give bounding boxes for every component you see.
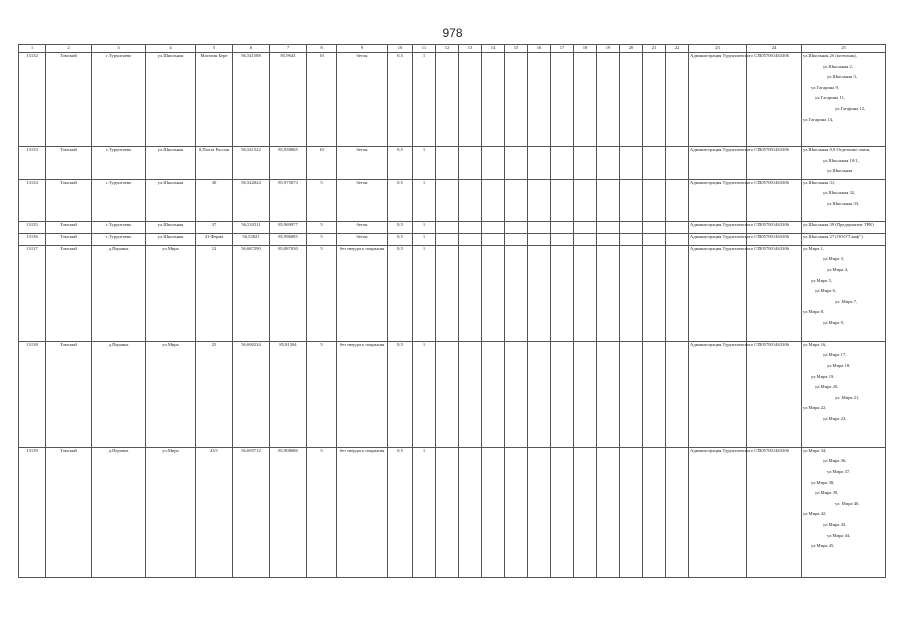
cell-empty xyxy=(482,447,505,577)
cell-ogrn: 1057001463306 xyxy=(747,221,802,233)
cell-house: 41 Ферма xyxy=(196,233,233,245)
cell-street: ул.Школьная xyxy=(146,233,196,245)
cell-empty xyxy=(459,233,482,245)
cell-addresses xyxy=(802,245,886,341)
cell-empty xyxy=(436,53,459,147)
cell-lat: 56,541588 xyxy=(233,53,270,147)
address-line: ул.Школьная 10/1, xyxy=(823,157,859,163)
cell-empty xyxy=(505,147,528,180)
column-header: 7 xyxy=(270,45,307,53)
cell-cap: 5 xyxy=(307,179,337,221)
cell-vol: 0,5 xyxy=(388,221,413,233)
column-header: 1 xyxy=(19,45,46,53)
cell-empty xyxy=(436,179,459,221)
cell-empty xyxy=(643,179,666,221)
cell-surface: бетон xyxy=(337,221,388,233)
cell-empty xyxy=(666,341,689,447)
cell-count: 1 xyxy=(413,245,436,341)
column-header: 6 xyxy=(233,45,270,53)
cell-empty xyxy=(597,179,620,221)
cell-vol: 0,5 xyxy=(388,341,413,447)
cell-empty xyxy=(551,53,574,147)
cell-empty xyxy=(666,179,689,221)
address-line: ул.Мира 45, xyxy=(811,543,835,549)
address-line: ул.Мира 42, xyxy=(803,511,827,517)
table-row xyxy=(19,179,886,221)
cell-district: Томский xyxy=(46,245,92,341)
cell-district: Томский xyxy=(46,447,92,577)
cell-house: 43/1 xyxy=(196,447,233,577)
cell-empty xyxy=(528,147,551,180)
address-line: ул.Мира 3, xyxy=(823,256,845,262)
cell-settlement: с.Турунтаево xyxy=(92,53,146,147)
address-line: ул.Мира 17, xyxy=(823,352,847,358)
cell-empty xyxy=(597,53,620,147)
cell-street: ул.Мира xyxy=(146,447,196,577)
column-header: 14 xyxy=(482,45,505,53)
cell-house: Магазин Бере xyxy=(196,53,233,147)
column-header: 10 xyxy=(388,45,413,53)
table-row xyxy=(19,447,886,577)
cell-empty xyxy=(574,341,597,447)
address-line: ул.Школьная 3, xyxy=(827,74,857,80)
column-header: 16 xyxy=(528,45,551,53)
cell-district: Томский xyxy=(46,147,92,180)
cell-owner: Администрация Турунтаевского СП xyxy=(689,245,747,341)
address-line: ул.Мира 22, xyxy=(803,405,827,411)
address-line: ул.Мира 38, xyxy=(811,479,835,485)
cell-empty xyxy=(436,245,459,341)
cell-empty xyxy=(436,447,459,577)
cell-vol: 0,5 xyxy=(388,53,413,147)
cell-empty xyxy=(505,221,528,233)
cell-cap: 5 xyxy=(307,245,337,341)
cell-addresses xyxy=(802,147,886,180)
cell-count: 1 xyxy=(413,147,436,180)
cell-empty xyxy=(482,221,505,233)
cell-lon: 85,996085 xyxy=(270,233,307,245)
cell-lon: 85,9643 xyxy=(270,53,307,147)
cell-empty xyxy=(528,341,551,447)
cell-empty xyxy=(643,341,666,447)
address-line: ул.Школьная xyxy=(827,168,853,174)
column-header: 25 xyxy=(802,45,886,53)
cell-empty xyxy=(528,245,551,341)
cell-empty xyxy=(574,233,597,245)
cell-addresses xyxy=(802,447,886,577)
column-header: 18 xyxy=(574,45,597,53)
column-header: 5 xyxy=(196,45,233,53)
table-row xyxy=(19,245,886,341)
cell-surface: бетон xyxy=(337,233,388,245)
address-line: ул.Школьная 27 (ООО"Скиф") xyxy=(803,233,863,239)
address-line: ул.Мира 8, xyxy=(803,309,825,315)
cell-empty xyxy=(666,245,689,341)
cell-lon: 85,887030 xyxy=(270,245,307,341)
cell-empty xyxy=(459,147,482,180)
cell-empty xyxy=(597,233,620,245)
address-line: ул.Мира 37, xyxy=(827,468,851,474)
table-row xyxy=(19,221,886,233)
address-line: ул.Мира 43, xyxy=(823,521,847,527)
address-line: ул.Школьная 2, xyxy=(823,63,853,69)
address-line: ул.Мира 19, xyxy=(811,373,835,379)
column-header: 13 xyxy=(459,45,482,53)
column-header: 4 xyxy=(146,45,196,53)
cell-lat: 56,53821 xyxy=(233,233,270,245)
cell-owner: Администрация Турунтаевского СП xyxy=(689,179,747,221)
header-row xyxy=(19,45,886,53)
cell-cap: 5 xyxy=(307,221,337,233)
cell-settlement: д.Перовка xyxy=(92,245,146,341)
cell-street: ул.Мира xyxy=(146,341,196,447)
cell-settlement: с.Турунтаево xyxy=(92,233,146,245)
cell-id: 13137 xyxy=(19,245,46,341)
cell-id: 13133 xyxy=(19,147,46,180)
cell-empty xyxy=(551,221,574,233)
registry-table xyxy=(18,44,886,578)
address-line: ул.Мира 39, xyxy=(815,490,839,496)
cell-empty xyxy=(551,447,574,577)
cell-empty xyxy=(528,447,551,577)
cell-cap: 5 xyxy=(307,233,337,245)
cell-addresses xyxy=(802,341,886,447)
cell-empty xyxy=(620,53,643,147)
cell-empty xyxy=(551,179,574,221)
cell-surface: без твердого покрытия xyxy=(337,447,388,577)
column-header: 11 xyxy=(413,45,436,53)
address-line: ул.Гагарина 11, xyxy=(815,95,846,101)
column-header: 17 xyxy=(551,45,574,53)
cell-id: 13134 xyxy=(19,179,46,221)
cell-empty xyxy=(551,341,574,447)
cell-empty xyxy=(643,53,666,147)
cell-empty xyxy=(666,53,689,147)
cell-empty xyxy=(482,147,505,180)
cell-empty xyxy=(574,447,597,577)
cell-empty xyxy=(666,147,689,180)
cell-empty xyxy=(505,53,528,147)
address-line: ул.Школьная 33, xyxy=(827,200,860,206)
cell-lon: 85,958065 xyxy=(270,147,307,180)
cell-empty xyxy=(528,221,551,233)
cell-ogrn: 1057001463306 xyxy=(747,147,802,180)
cell-id: 13132 xyxy=(19,53,46,147)
cell-house: 12 xyxy=(196,245,233,341)
column-header: 15 xyxy=(505,45,528,53)
address-line: ул.Школьная 39 (Предприятие ТРК) xyxy=(803,221,874,227)
cell-empty xyxy=(482,179,505,221)
cell-owner: Администрация Турунтаевского СП xyxy=(689,233,747,245)
address-line: ул.Школьная 32, xyxy=(823,190,856,196)
cell-district: Томский xyxy=(46,233,92,245)
cell-empty xyxy=(459,53,482,147)
address-line: ул.Школьная 2б (котельня), xyxy=(803,53,857,58)
cell-lat: 56,690234 xyxy=(233,341,270,447)
cell-house: 37 xyxy=(196,221,233,233)
cell-id: 13135 xyxy=(19,221,46,233)
cell-empty xyxy=(551,245,574,341)
cell-empty xyxy=(528,53,551,147)
cell-settlement: д.Перовка xyxy=(92,341,146,447)
cell-empty xyxy=(574,245,597,341)
cell-empty xyxy=(620,341,643,447)
cell-empty xyxy=(620,147,643,180)
cell-count: 1 xyxy=(413,447,436,577)
cell-lat: 56,533511 xyxy=(233,221,270,233)
column-header: 2 xyxy=(46,45,92,53)
cell-vol: 0,5 xyxy=(388,233,413,245)
address-line: ул. Мира 21, xyxy=(835,394,860,400)
cell-empty xyxy=(551,233,574,245)
address-line: ул.Мира 18, xyxy=(827,362,851,368)
cell-empty xyxy=(666,447,689,577)
table-row xyxy=(19,147,886,180)
cell-house: 8,Почта Россия xyxy=(196,147,233,180)
cell-id: 13136 xyxy=(19,233,46,245)
cell-empty xyxy=(620,221,643,233)
cell-id: 13139 xyxy=(19,447,46,577)
address-line: ул.Школьная 8,9 Отделение связи, xyxy=(803,147,871,152)
address-line: ул.Мира 44, xyxy=(827,532,851,538)
column-header: 3 xyxy=(92,45,146,53)
cell-settlement: с.Турунтаево xyxy=(92,221,146,233)
cell-ogrn: 1057001463306 xyxy=(747,447,802,577)
cell-id: 13138 xyxy=(19,341,46,447)
cell-lon: 85,975073 xyxy=(270,179,307,221)
cell-empty xyxy=(574,221,597,233)
cell-ogrn: 1057001463306 xyxy=(747,53,802,147)
cell-empty xyxy=(597,245,620,341)
table-row xyxy=(19,233,886,245)
column-header: 20 xyxy=(620,45,643,53)
cell-lon: 85,81394 xyxy=(270,341,307,447)
cell-empty xyxy=(482,53,505,147)
cell-empty xyxy=(620,447,643,577)
address-line: ул.Гагарина 12, xyxy=(835,105,866,111)
cell-owner: Администрация Турунтаевского СП xyxy=(689,341,747,447)
address-line: ул.Мира 9, xyxy=(823,319,845,325)
cell-cap: 5 xyxy=(307,447,337,577)
cell-settlement: с.Турунтаево xyxy=(92,179,146,221)
cell-cap: 10 xyxy=(307,147,337,180)
cell-empty xyxy=(597,447,620,577)
address-line: ул.Гагарина 9, xyxy=(811,84,839,90)
cell-empty xyxy=(459,341,482,447)
column-header: 8 xyxy=(307,45,337,53)
cell-empty xyxy=(574,147,597,180)
address-line: ул.Мира 6, xyxy=(815,288,837,294)
cell-addresses xyxy=(802,179,886,221)
cell-empty xyxy=(597,341,620,447)
address-line: ул.Мира 16, xyxy=(803,341,827,347)
address-line: ул.Школьная 31, xyxy=(803,179,836,185)
cell-ogrn: 1057001463306 xyxy=(747,233,802,245)
column-header: 12 xyxy=(436,45,459,53)
cell-empty xyxy=(505,179,528,221)
cell-empty xyxy=(551,147,574,180)
cell-empty xyxy=(574,53,597,147)
cell-district: Томский xyxy=(46,341,92,447)
cell-vol: 0,5 xyxy=(388,245,413,341)
address-line: ул.Мира 20, xyxy=(815,384,839,390)
cell-count: 1 xyxy=(413,233,436,245)
cell-empty xyxy=(436,341,459,447)
column-header: 21 xyxy=(643,45,666,53)
cell-lon: 85,969977 xyxy=(270,221,307,233)
address-line: ул.Мира 36, xyxy=(823,458,847,464)
cell-street: ул.Школьная xyxy=(146,179,196,221)
cell-empty xyxy=(459,221,482,233)
cell-ogrn: 1057001463306 xyxy=(747,341,802,447)
cell-empty xyxy=(436,147,459,180)
cell-empty xyxy=(505,447,528,577)
cell-cap: 10 xyxy=(307,53,337,147)
address-line: ул.Мира 34, xyxy=(803,447,827,453)
cell-district: Томский xyxy=(46,221,92,233)
cell-ogrn: 1057001463306 xyxy=(747,245,802,341)
column-header: 22 xyxy=(666,45,689,53)
address-line: ул.Мира 5, xyxy=(811,277,833,283)
cell-cap: 5 xyxy=(307,341,337,447)
cell-settlement: с.Турунтаево xyxy=(92,147,146,180)
cell-empty xyxy=(597,147,620,180)
column-header: 24 xyxy=(747,45,802,53)
cell-empty xyxy=(597,221,620,233)
cell-empty xyxy=(436,221,459,233)
column-header: 19 xyxy=(597,45,620,53)
cell-lat: 56,542024 xyxy=(233,179,270,221)
cell-empty xyxy=(643,233,666,245)
table-body xyxy=(19,53,886,578)
cell-count: 1 xyxy=(413,53,436,147)
address-line: ул.Гагарина 14, xyxy=(803,116,834,122)
cell-count: 1 xyxy=(413,179,436,221)
cell-empty xyxy=(643,245,666,341)
cell-empty xyxy=(620,233,643,245)
cell-surface: бетон xyxy=(337,53,388,147)
cell-empty xyxy=(482,245,505,341)
cell-settlement: д.Перовка xyxy=(92,447,146,577)
cell-empty xyxy=(505,341,528,447)
cell-empty xyxy=(620,179,643,221)
cell-owner: Администрация Турунтаевского СП xyxy=(689,53,747,147)
cell-empty xyxy=(643,447,666,577)
cell-surface: бетон xyxy=(337,179,388,221)
cell-vol: 0,5 xyxy=(388,447,413,577)
cell-lat: 56,541522 xyxy=(233,147,270,180)
cell-street: ул.Школьная xyxy=(146,53,196,147)
column-header: 23 xyxy=(689,45,747,53)
cell-surface: без твердого покрытия xyxy=(337,341,388,447)
cell-lat: 56,695712 xyxy=(233,447,270,577)
address-line: ул.Мира 1, xyxy=(803,245,825,251)
cell-empty xyxy=(505,233,528,245)
cell-addresses xyxy=(802,221,886,233)
cell-empty xyxy=(643,221,666,233)
cell-surface: бетон xyxy=(337,147,388,180)
cell-empty xyxy=(482,233,505,245)
cell-vol: 0,5 xyxy=(388,179,413,221)
cell-addresses xyxy=(802,53,886,147)
table-row xyxy=(19,341,886,447)
cell-street: ул.Школьная xyxy=(146,221,196,233)
cell-empty xyxy=(574,179,597,221)
cell-district: Томский xyxy=(46,53,92,147)
cell-vol: 0,5 xyxy=(388,147,413,180)
cell-empty xyxy=(482,341,505,447)
cell-district: Томский xyxy=(46,179,92,221)
cell-empty xyxy=(666,233,689,245)
cell-house: 30 xyxy=(196,179,233,221)
cell-lon: 85,908686 xyxy=(270,447,307,577)
cell-house: 25 xyxy=(196,341,233,447)
cell-street: ул.Школьная xyxy=(146,147,196,180)
cell-empty xyxy=(505,245,528,341)
cell-empty xyxy=(459,245,482,341)
cell-owner: Администрация Турунтаевского СП xyxy=(689,147,747,180)
cell-empty xyxy=(620,245,643,341)
cell-surface: без твердого покрытия xyxy=(337,245,388,341)
cell-empty xyxy=(643,147,666,180)
cell-empty xyxy=(436,233,459,245)
cell-empty xyxy=(528,233,551,245)
page-number: 978 xyxy=(442,26,463,40)
cell-street: ул.Мира xyxy=(146,245,196,341)
cell-ogrn: 1057001463306 xyxy=(747,179,802,221)
cell-addresses xyxy=(802,233,886,245)
address-line: ул. Мира 7, xyxy=(835,298,858,304)
table-row xyxy=(19,53,886,147)
cell-owner: Администрация Турунтаевского СП xyxy=(689,447,747,577)
cell-count: 1 xyxy=(413,341,436,447)
column-header: 9 xyxy=(337,45,388,53)
address-line: ул. Мира 40, xyxy=(835,500,860,506)
cell-empty xyxy=(528,179,551,221)
cell-lat: 56,687290 xyxy=(233,245,270,341)
address-line: ул.Мира 23, xyxy=(823,415,847,421)
cell-count: 1 xyxy=(413,221,436,233)
cell-empty xyxy=(459,179,482,221)
address-line: ул.Мира 4, xyxy=(827,266,849,272)
cell-owner: Администрация Турунтаевского СП xyxy=(689,221,747,233)
cell-empty xyxy=(666,221,689,233)
cell-empty xyxy=(459,447,482,577)
